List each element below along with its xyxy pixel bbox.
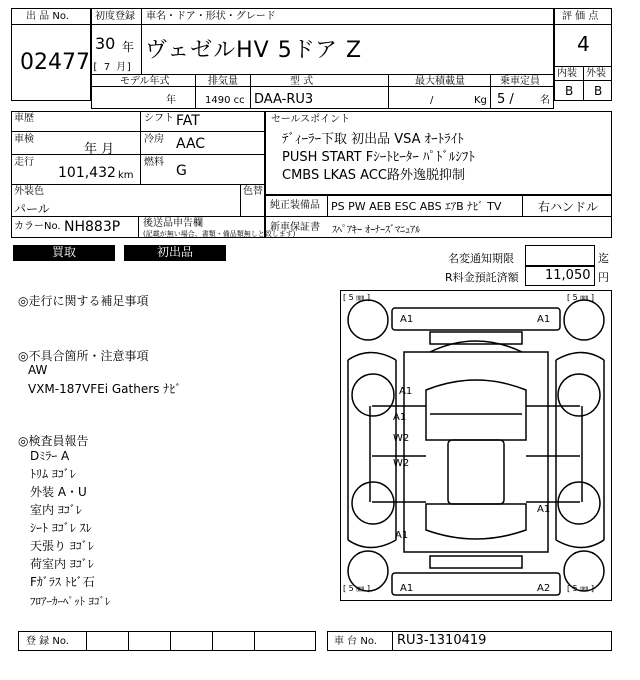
ext-color-label: 外装色	[14, 186, 44, 197]
mark-front-bumper-r: A1	[537, 314, 551, 325]
sales-line-2: PUSH START Fｼｰﾄﾋｰﾀｰ ﾊﾟﾄﾞﾙｼﾌﾄ	[282, 150, 475, 165]
car-name: ヴェゼルHV 5ドア Z	[145, 38, 363, 63]
capacity: 5 /	[497, 92, 514, 107]
sales-line-1: ﾃﾞｨｰﾗｰ下取 初出品 VSA ｵｰﾄﾗｲﾄ	[282, 132, 464, 147]
tire-top-left: [ 5 ㎜ ]	[343, 293, 370, 302]
sales-line-3: CMBS LKAS ACC路外逸脱抑制	[282, 168, 466, 183]
equipment-label: 純正装備品	[270, 200, 320, 211]
inspector-line: 天張り ﾖｺﾞﾚ	[30, 539, 94, 553]
docs-label: 後送品申告欄	[143, 218, 203, 229]
recycle-value: 11,050	[545, 268, 591, 283]
deadline-value-box	[525, 245, 595, 266]
inspection-label: 車検	[14, 134, 34, 145]
type-label: 型 式	[290, 76, 314, 87]
capacity-label: 乗車定員	[500, 76, 540, 87]
max-load-unit: Kg	[474, 95, 487, 106]
inspector-line: Fｶﾞﾗｽ ﾄﾋﾞ石	[30, 575, 95, 589]
reg-year: 30	[95, 34, 116, 53]
max-load-label: 最大積載量	[415, 76, 465, 87]
interior-grade: B	[565, 84, 574, 98]
recycle-suffix: 円	[598, 271, 609, 284]
mark-left-front-door: A1	[393, 412, 407, 423]
warranty-label: 新車保証書	[270, 222, 320, 233]
mileage-value: 101,432	[58, 165, 116, 181]
docs-note: (記載が無い場合、書類・備品類無しと致します)	[143, 230, 296, 238]
inspector-line: ﾌﾛｱｰｶｰﾍﾟｯﾄ ﾖｺﾞﾚ	[30, 595, 111, 608]
deadline-label: 名変通知期限	[448, 252, 514, 265]
mark-left-front-door-w: W2	[393, 433, 410, 444]
color-no-label: カラーNo.	[14, 221, 61, 232]
handle-side: 右ハンドル	[538, 200, 599, 214]
capacity-unit: 名	[540, 95, 550, 106]
inspector-line: Dﾐﾗｰ A	[30, 449, 70, 463]
exterior-grade: B	[594, 84, 603, 98]
max-load-sep: /	[430, 95, 434, 106]
shift-label: シフト	[144, 113, 174, 124]
inspector-line: 荷室内 ﾖｺﾞﾚ	[30, 557, 94, 571]
chassis-number: RU3-1310419	[397, 633, 487, 648]
equipment-items: PS PW AEB ESC ABS ｴｱB ﾅﾋﾞ TV	[331, 200, 502, 213]
inspector-line: ﾄﾘﾑ ﾖｺﾞﾚ	[30, 467, 76, 481]
tire-top-right: [ 5 ㎜ ]	[567, 293, 594, 302]
car-outline	[340, 290, 612, 601]
purchase-tag: 買取	[13, 245, 115, 261]
mark-left-rear-door: W2	[393, 458, 410, 469]
driving-notes-title: ◎走行に関する補足事項	[18, 294, 149, 308]
mark-rear-bumper-r: A2	[537, 583, 551, 594]
sales-points-title: セールスポイント	[271, 114, 351, 125]
defect-line: AW	[28, 363, 48, 377]
mileage-label: 走行	[14, 157, 34, 168]
first-reg-label: 初度登録	[95, 11, 135, 22]
car-name-label: 車名・ドア・形状・グレード	[146, 11, 276, 22]
inspector-line: 外装 A・U	[30, 485, 87, 499]
first-listing-tag: 初出品	[124, 245, 226, 261]
mark-left-fender: A1	[399, 386, 413, 397]
lot-number: 02477	[20, 50, 90, 75]
chassis-label: 車 台 No.	[334, 636, 377, 647]
mileage-unit: km	[118, 170, 134, 181]
ext-color: パール	[14, 202, 50, 216]
recycle-label: R料金預託済額	[445, 271, 519, 284]
equipment-extras: ｽﾍﾟｱｷｰ ｵｰﾅｰｽﾞﾏﾆｭｱﾙ	[332, 225, 421, 236]
mark-rear-bumper-l: A1	[400, 583, 414, 594]
eval-label: 評 価 点	[562, 11, 599, 22]
eval-score: 4	[577, 32, 590, 56]
mark-right-rear-door: A1	[537, 504, 551, 515]
tire-bottom-left: [ 5 ㎜ ]	[343, 584, 370, 593]
displacement-label: 排気量	[208, 76, 238, 87]
interior-label: 内装	[557, 68, 577, 79]
ac-label: 冷房	[144, 134, 164, 145]
lot-label: 出 品 No.	[26, 11, 69, 22]
defects-title: ◎不具合箇所・注意事項	[18, 349, 149, 363]
recolor-label: 色替	[243, 186, 263, 197]
inspection-value: 年 月	[84, 142, 115, 157]
reg-month: [ 7 月]	[92, 62, 133, 73]
model-year-label: モデル年式	[120, 76, 170, 87]
displacement: 1490 cc	[205, 95, 245, 106]
model-year-unit: 年	[166, 95, 176, 106]
inspector-title: ◎検査員報告	[18, 434, 89, 448]
exterior-label: 外装	[586, 68, 606, 79]
registration-label: 登 録 No.	[26, 636, 69, 647]
mark-left-quarter: A1	[395, 530, 409, 541]
defect-line: VXM-187VFEi Gathers ﾅﾋﾞ	[28, 382, 182, 396]
shift-value: FAT	[176, 113, 200, 129]
mark-front-bumper-l: A1	[400, 314, 414, 325]
fuel-value: G	[176, 163, 187, 179]
fuel-label: 燃料	[144, 157, 164, 168]
color-no: NH883P	[64, 219, 121, 235]
ac-value: AAC	[176, 136, 206, 152]
model-type: DAA-RU3	[254, 92, 314, 107]
deadline-suffix: 迄	[598, 252, 609, 265]
reg-year-unit: 年	[122, 40, 135, 54]
inspector-line: ｼｰﾄ ﾖｺﾞﾚ ｽﾚ	[30, 521, 92, 535]
tire-bottom-right: [ 5 ㎜ ]	[567, 584, 594, 593]
inspector-line: 室内 ﾖｺﾞﾚ	[30, 503, 82, 517]
history-label: 車歴	[14, 113, 34, 124]
